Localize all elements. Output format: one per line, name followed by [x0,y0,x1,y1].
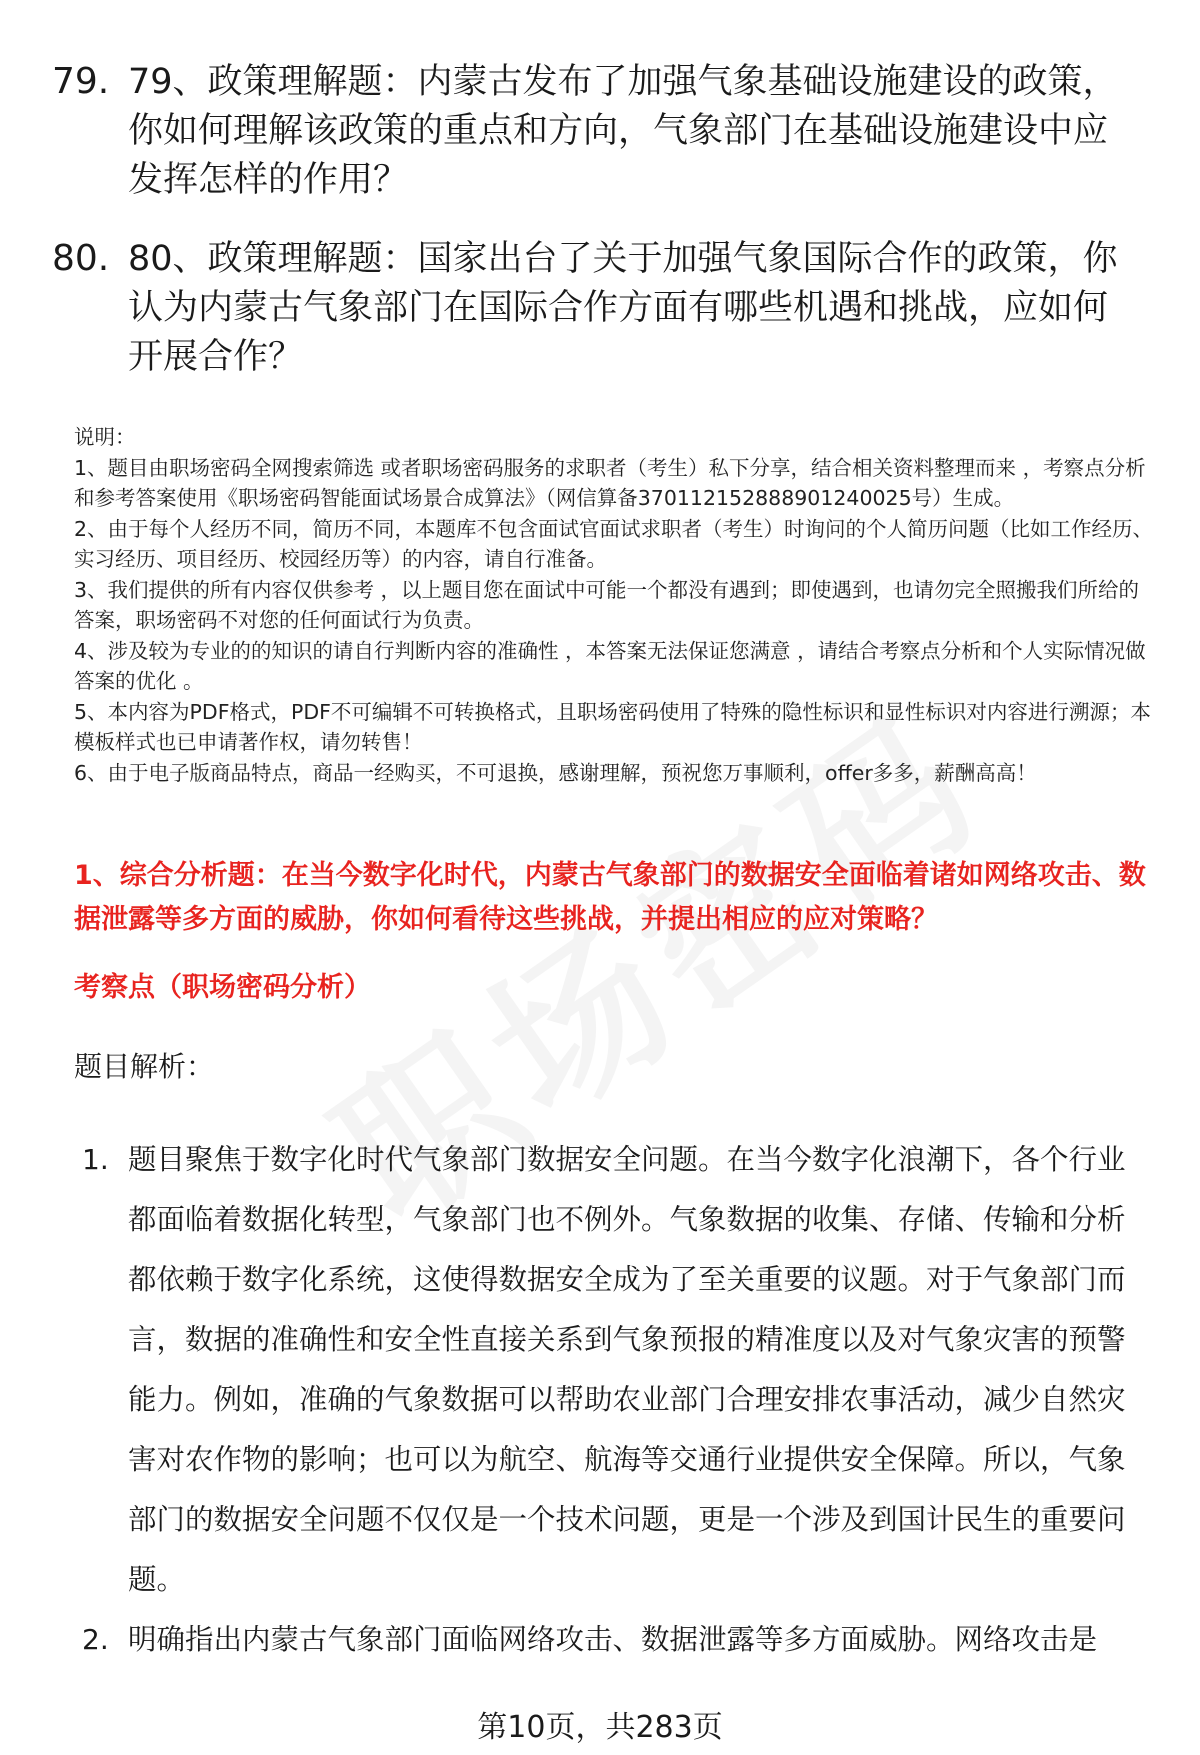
note-item: 4、涉及较为专业的的知识的请自行判断内容的准确性 ，本答案无法保证您满意 ，请结合考察点分析和个人实际情况做答案的优化 。 [74,638,1146,693]
question-item [52,235,1142,382]
analysis-number: 1. [82,1143,109,1176]
analysis-label: 题目解析： [74,1050,215,1083]
question-text: 80、政策理解题：国家出台了关于加强气象国际合作的政策，你认为内蒙古气象部门在国际合作方面有哪些机遇和挑战，应如何开展合作？ [128,239,1118,377]
question-item [52,58,1142,205]
note-item: 6、由于电子版商品特点，商品一经购买，不可退换，感谢理解，预祝您万事顺利，offer多多，薪酬高高！ [74,760,1037,785]
note-item: 3、我们提供的所有内容仅供参考 ，以上题目您在面试中可能一个都没有遇到；即使遇到，也请勿完全照搬我们所给的答案，职场密码不对您的任何面试行为负责。 [74,577,1140,632]
notes-section [74,422,1154,788]
question-number: 79. [52,61,110,102]
analysis-list [82,1130,1144,1670]
question-number: 80. [52,238,110,279]
notes-title: 说明： [74,425,136,449]
page-footer: 第10页，共283页 [477,1710,723,1745]
analysis-number: 2. [82,1623,109,1656]
question-list [52,58,1142,412]
question-text: 79、政策理解题：内蒙古发布了加强气象基础设施建设的政策，你如何理解该政策的重点和方向，气象部门在基础设施建设中应发挥怎样的作用？ [128,62,1118,200]
analysis-item [82,1610,1144,1670]
main-question: 1、综合分析题：在当今数字化时代，内蒙古气象部门的数据安全面临着诸如网络攻击、数据泄露等多方面的威胁，你如何看待这些挑战，并提出相应的应对策略？ [74,860,1146,935]
analysis-item [82,1130,1144,1610]
note-item: 2、由于每个人经历不同，简历不同，本题库不包含面试官面试求职者（考生）时询问的个人简历问题（比如工作经历、实习经历、项目经历、校园经历等）的内容，请自行准备。 [74,516,1154,571]
note-item: 5、本内容为PDF格式，PDF不可编辑不可转换格式，且职场密码使用了特殊的隐性标识和显性标识对内容进行溯源；本模板样式也已申请著作权，请勿转售！ [74,699,1151,754]
note-item: 1、题目由职场密码全网搜索筛选 或者职场密码服务的求职者（考生）私下分享，结合相关资料整理而来 ，考察点分析和参考答案使用《职场密码智能面试场景合成算法》（网信算备370112152888901240025号）生成。 [74,455,1146,510]
analysis-text: 题目聚焦于数字化时代气象部门数据安全问题。在当今数字化浪潮下，各个行业都面临着数据化转型，气象部门也不例外。气象数据的收集、存储、传输和分析都依赖于数字化系统，这使得数据安全成为了至关重要的议题。对于气象部门而言，数据的准确性和安全性直接关系到气象预报的精准度以及对气象灾害的预警能力。例如，准确的气象数据可以帮助农业部门合理安排农事活动，减少自然灾害对农作物的影响；也可以为航空、航海等交通行业提供安全保障。所以，气象部门的数据安全问题不仅仅是一个技术问题，更是一个涉及到国计民生的重要问题。 [128,1143,1126,1596]
kaochadian-heading: 考察点（职场密码分析） [74,972,371,1003]
analysis-text: 明确指出内蒙古气象部门面临网络攻击、数据泄露等多方面威胁。网络攻击是 [128,1623,1098,1656]
